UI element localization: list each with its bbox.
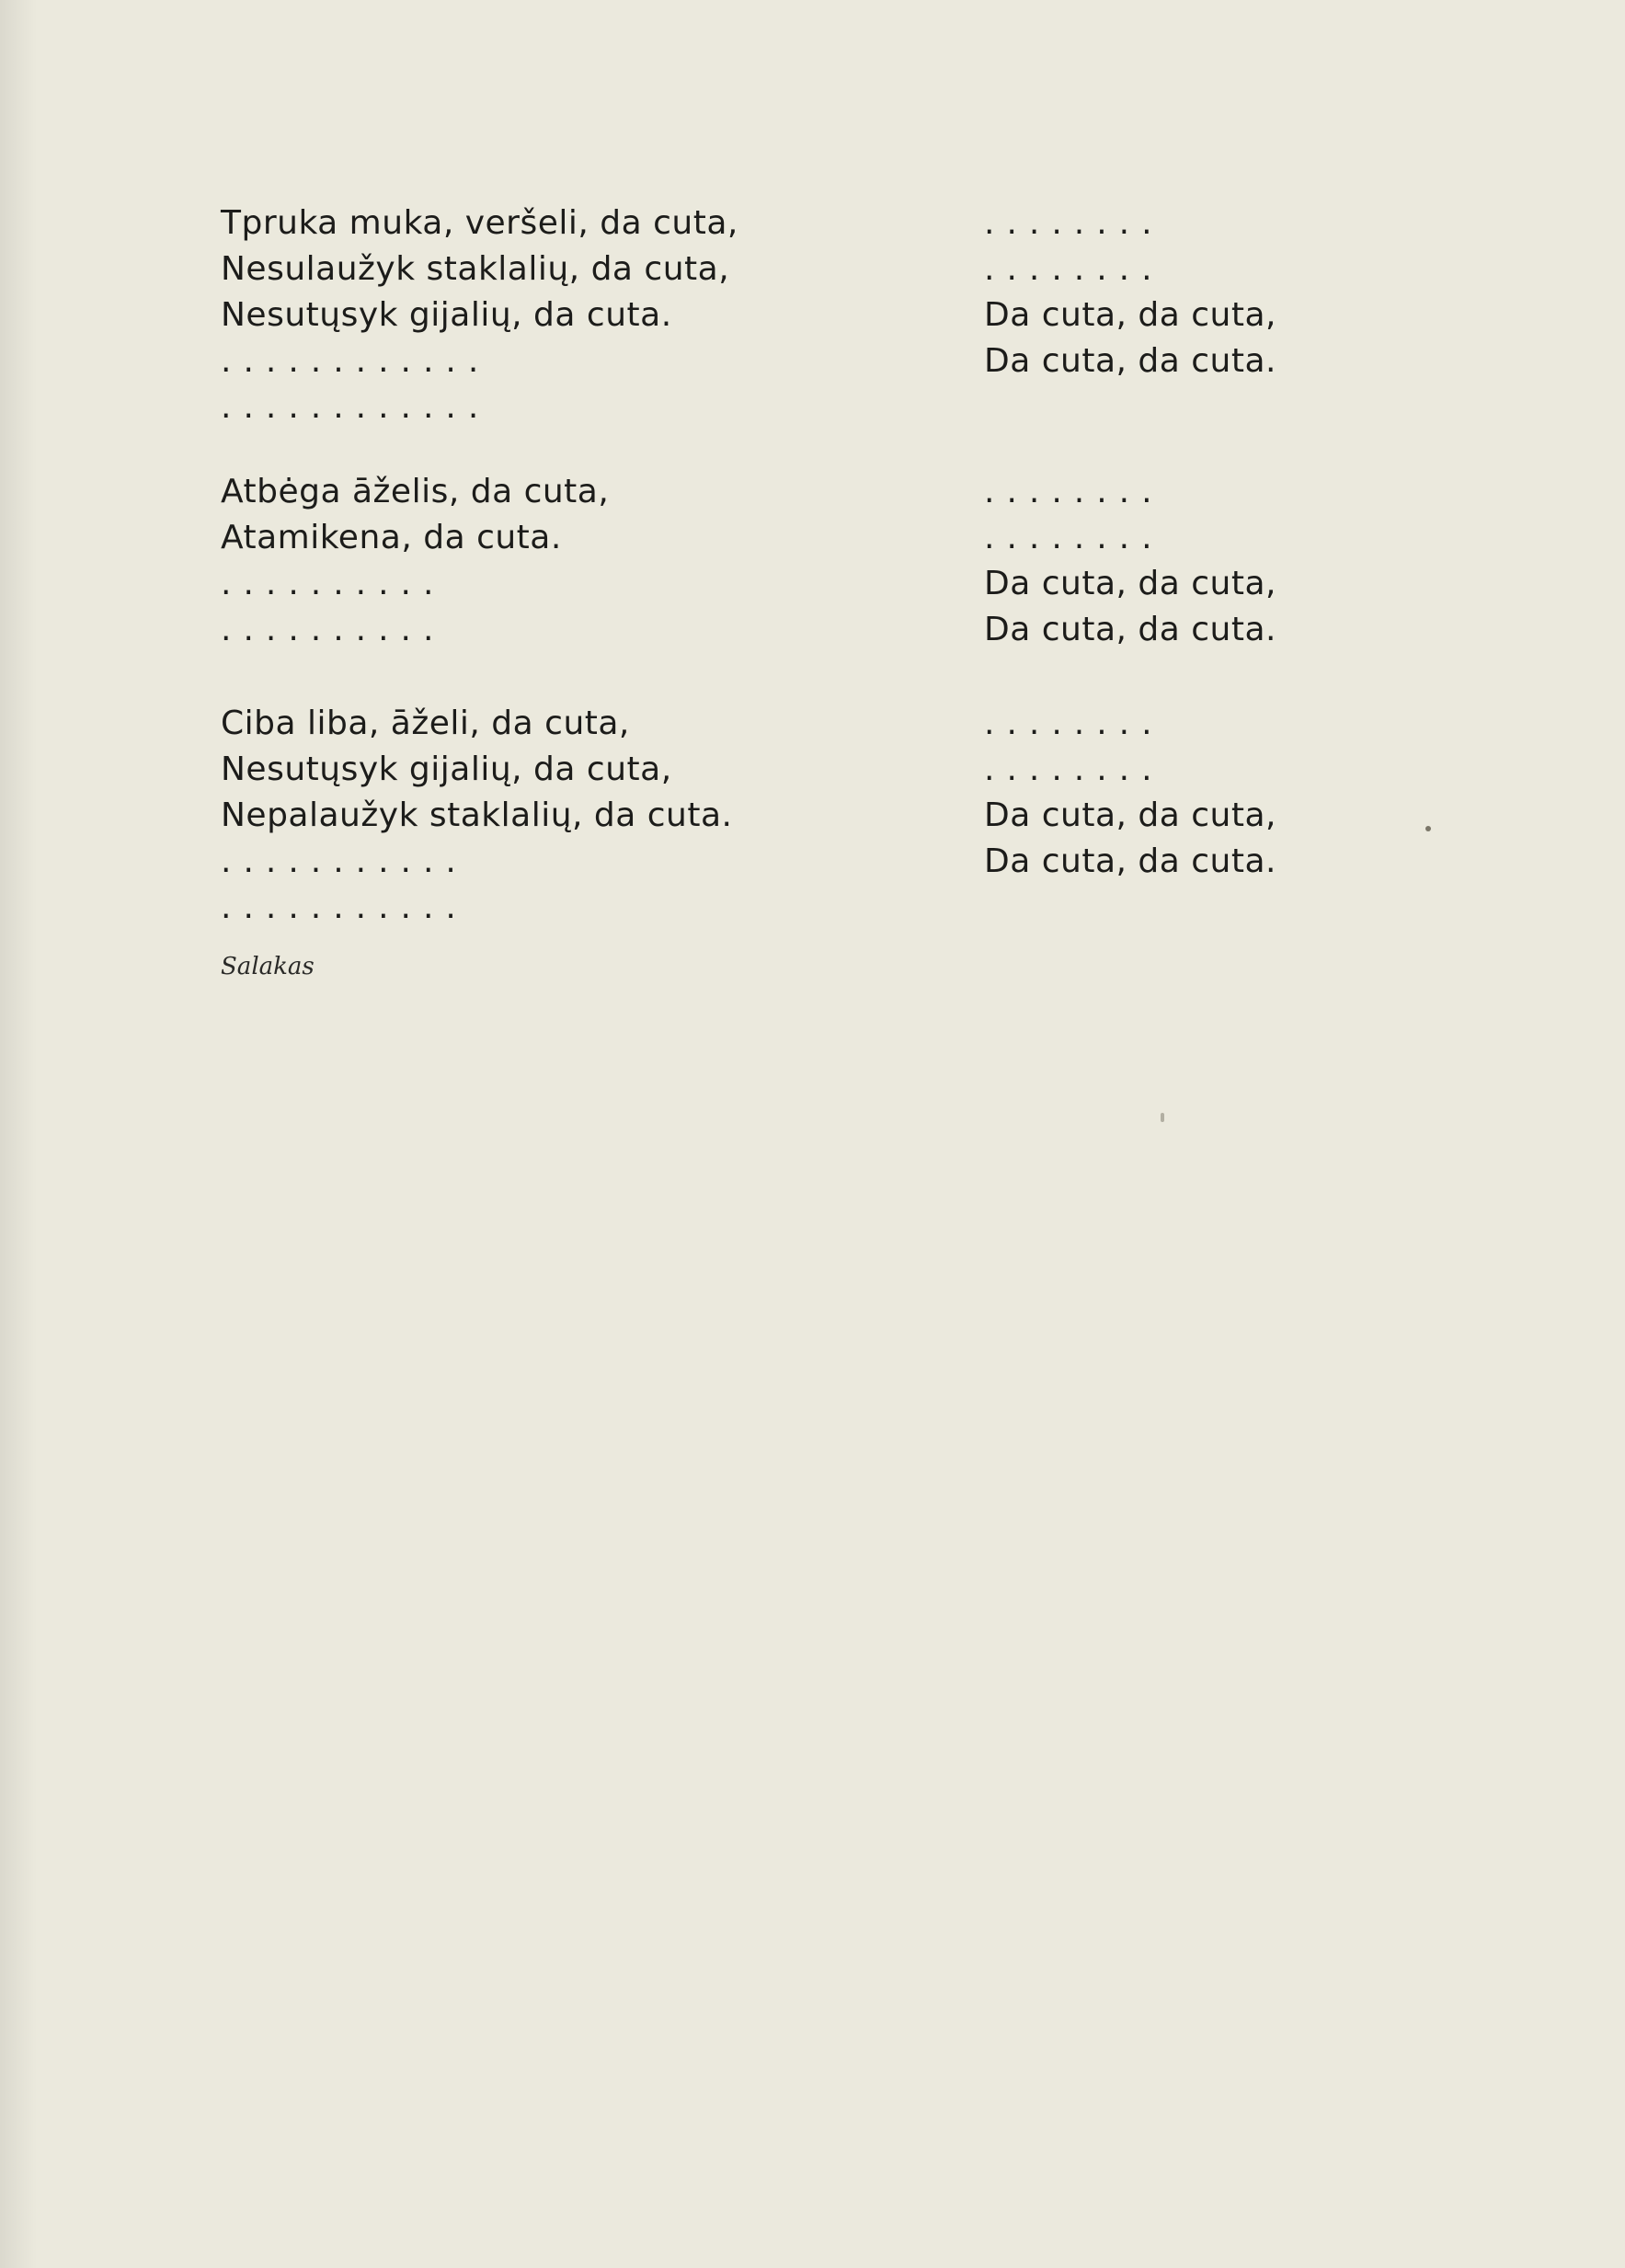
stanza-3-left-column	[221, 701, 938, 931]
place-signature: Salakas	[221, 953, 315, 980]
ellipsis-line: ...........	[221, 842, 468, 880]
refrain-line: Da cuta, da cuta,	[984, 296, 1276, 334]
verse-line: Atbėga āželis, da cuta,	[221, 473, 610, 510]
refrain-line: Da cuta, da cuta.	[984, 342, 1276, 380]
ink-speck	[1425, 826, 1431, 831]
ink-speck	[1161, 1113, 1164, 1122]
ellipsis-line: ..........	[221, 611, 446, 648]
ellipsis-line: ............	[221, 388, 491, 426]
verse-line: Nesutųsyk gijalių, da cuta,	[221, 750, 672, 788]
ellipsis-line: ..........	[221, 565, 446, 602]
ellipsis-line: ........	[984, 250, 1164, 288]
ellipsis-line: ...........	[221, 888, 468, 926]
stanza-3-right-column	[984, 701, 1352, 885]
ellipsis-line: ........	[984, 473, 1164, 510]
ellipsis-line: ............	[221, 342, 491, 380]
ellipsis-line: ........	[984, 704, 1164, 742]
verse-line: Tpruka muka, veršeli, da cuta,	[221, 204, 738, 242]
stanza-2-right-column	[984, 469, 1352, 653]
verse-line: Ciba liba, āželi, da cuta,	[221, 704, 630, 742]
refrain-line: Da cuta, da cuta,	[984, 796, 1276, 834]
refrain-line: Da cuta, da cuta,	[984, 565, 1276, 602]
stanza-2-left-column	[221, 469, 938, 653]
verse-line: Nesulaužyk staklalių, da cuta,	[221, 250, 730, 288]
verse-line: Nepalaužyk staklalių, da cuta.	[221, 796, 733, 834]
stanza-1-left-column	[221, 200, 938, 430]
refrain-line: Da cuta, da cuta.	[984, 611, 1276, 648]
ellipsis-line: ........	[984, 750, 1164, 788]
ellipsis-line: ........	[984, 204, 1164, 242]
verse-line: Atamikena, da cuta.	[221, 519, 562, 556]
ellipsis-line: ........	[984, 519, 1164, 556]
refrain-line: Da cuta, da cuta.	[984, 842, 1276, 880]
stanza-1-right-column	[984, 200, 1352, 384]
verse-line: Nesutųsyk gijalių, da cuta.	[221, 296, 672, 334]
